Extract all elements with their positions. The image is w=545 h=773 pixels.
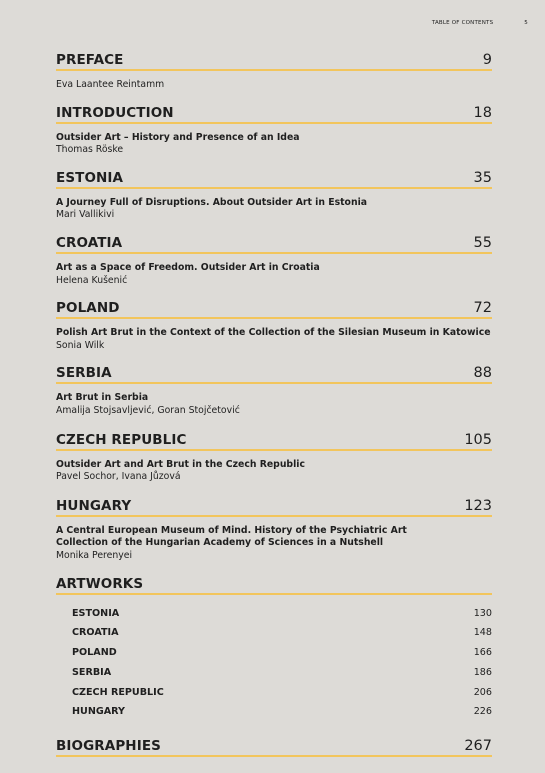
section-title: POLAND	[56, 300, 120, 317]
section-heading[interactable]	[56, 170, 492, 189]
section-heading[interactable]	[56, 738, 492, 757]
section-title: ESTONIA	[56, 169, 124, 186]
entry-title: Art as a Space of Freedom. Outsider Art in Croatia	[56, 261, 320, 273]
entry-author: Sonia Wilk	[56, 339, 105, 351]
toc-section-poland	[56, 300, 492, 352]
toc-entry[interactable]	[56, 132, 492, 157]
artworks-item-name: POLAND	[72, 647, 117, 659]
section-title: HUNGARY	[56, 497, 132, 514]
toc-entry[interactable]	[56, 327, 492, 352]
artworks-item[interactable]	[56, 702, 492, 722]
entry-author: Eva Laantee Reintamm	[56, 79, 165, 90]
section-page-number: 105	[464, 431, 492, 448]
entry-title: Outsider Art and Art Brut in the Czech Republic	[56, 458, 305, 470]
section-heading[interactable]	[56, 365, 492, 384]
entry-author: Pavel Sochor, Ivana Jůzová	[56, 471, 181, 483]
entry-author: Helena Kušenić	[56, 274, 128, 286]
entry-author: Monika Perenyei	[56, 549, 133, 561]
artworks-item-page: 166	[473, 647, 492, 659]
section-title: CROATIA	[56, 234, 123, 251]
artworks-item-name: CROATIA	[72, 627, 119, 639]
section-page-number: 55	[473, 234, 492, 251]
toc-section-introduction	[56, 105, 492, 157]
section-title: INTRODUCTION	[56, 104, 174, 121]
section-page-number: 267	[464, 738, 492, 755]
table-of-contents	[56, 52, 492, 757]
artworks-item-page: 186	[473, 666, 492, 678]
section-page-number: 35	[473, 169, 492, 186]
artworks-item[interactable]	[56, 643, 492, 663]
artworks-item[interactable]	[56, 604, 492, 624]
toc-section-preface	[56, 52, 492, 92]
toc-section-serbia	[56, 365, 492, 417]
entry-title: Polish Art Brut in the Context of the Collection of the Silesian Museum in Katowice	[56, 327, 491, 339]
toc-section-artworks	[56, 576, 492, 723]
artworks-item-page: 130	[473, 607, 492, 619]
toc-section-estonia	[56, 170, 492, 222]
artworks-item-page: 206	[473, 686, 492, 698]
entry-title: A Journey Full of Disruptions. About Outsider Art in Estonia	[56, 196, 368, 208]
artworks-item-name: ESTONIA	[72, 607, 120, 619]
entry-title: Outsider Art – History and Presence of an Idea	[56, 131, 300, 143]
artworks-item-page: 226	[473, 706, 492, 718]
section-heading[interactable]	[56, 300, 492, 319]
artworks-item[interactable]	[56, 683, 492, 703]
section-title: PREFACE	[56, 52, 124, 68]
page-number: 5	[524, 20, 528, 26]
entry-title: A Central European Museum of Mind. History of the Psychiatric Art Collection of the Hungarian Academy of Sciences in a Nutshell	[56, 524, 407, 549]
section-page-number: 72	[473, 300, 492, 317]
toc-section-czech-republic	[56, 432, 492, 484]
section-page-number: 88	[473, 365, 492, 382]
section-title: BIOGRAPHIES	[56, 738, 161, 755]
artworks-list	[56, 604, 492, 723]
section-heading[interactable]	[56, 498, 492, 517]
section-heading[interactable]	[56, 52, 492, 71]
toc-entry[interactable]	[56, 525, 492, 563]
toc-entry[interactable]	[56, 79, 492, 92]
section-page-number: 9	[482, 52, 492, 68]
section-heading[interactable]	[56, 235, 492, 254]
section-heading[interactable]	[56, 105, 492, 124]
running-header	[0, 20, 528, 26]
toc-entry[interactable]	[56, 197, 492, 222]
section-heading[interactable]	[56, 576, 492, 595]
entry-author: Mari Vallikivi	[56, 209, 115, 221]
artworks-item-name: SERBIA	[72, 666, 112, 678]
toc-entry[interactable]	[56, 459, 492, 484]
toc-entry[interactable]	[56, 392, 492, 417]
entry-author: Thomas Röske	[56, 144, 124, 156]
entry-title: Art Brut in Serbia	[56, 392, 149, 404]
section-title: ARTWORKS	[56, 575, 144, 592]
entry-author: Amalija Stojsavljević, Goran Stojčetović	[56, 404, 240, 416]
artworks-item-name: CZECH REPUBLIC	[72, 686, 164, 698]
toc-section-croatia	[56, 235, 492, 287]
section-page-number: 123	[464, 497, 492, 514]
section-title: CZECH REPUBLIC	[56, 431, 187, 448]
artworks-item[interactable]	[56, 623, 492, 643]
section-title: SERBIA	[56, 365, 112, 382]
artworks-item-page: 148	[473, 627, 492, 639]
toc-section-hungary	[56, 498, 492, 563]
section-heading[interactable]	[56, 432, 492, 451]
running-header-title: TABLE OF CONTENTS	[431, 20, 494, 26]
toc-entry[interactable]	[56, 262, 492, 287]
artworks-item[interactable]	[56, 663, 492, 683]
artworks-item-name: HUNGARY	[72, 706, 125, 718]
toc-section-biographies	[56, 738, 492, 757]
section-page-number: 18	[473, 104, 492, 121]
